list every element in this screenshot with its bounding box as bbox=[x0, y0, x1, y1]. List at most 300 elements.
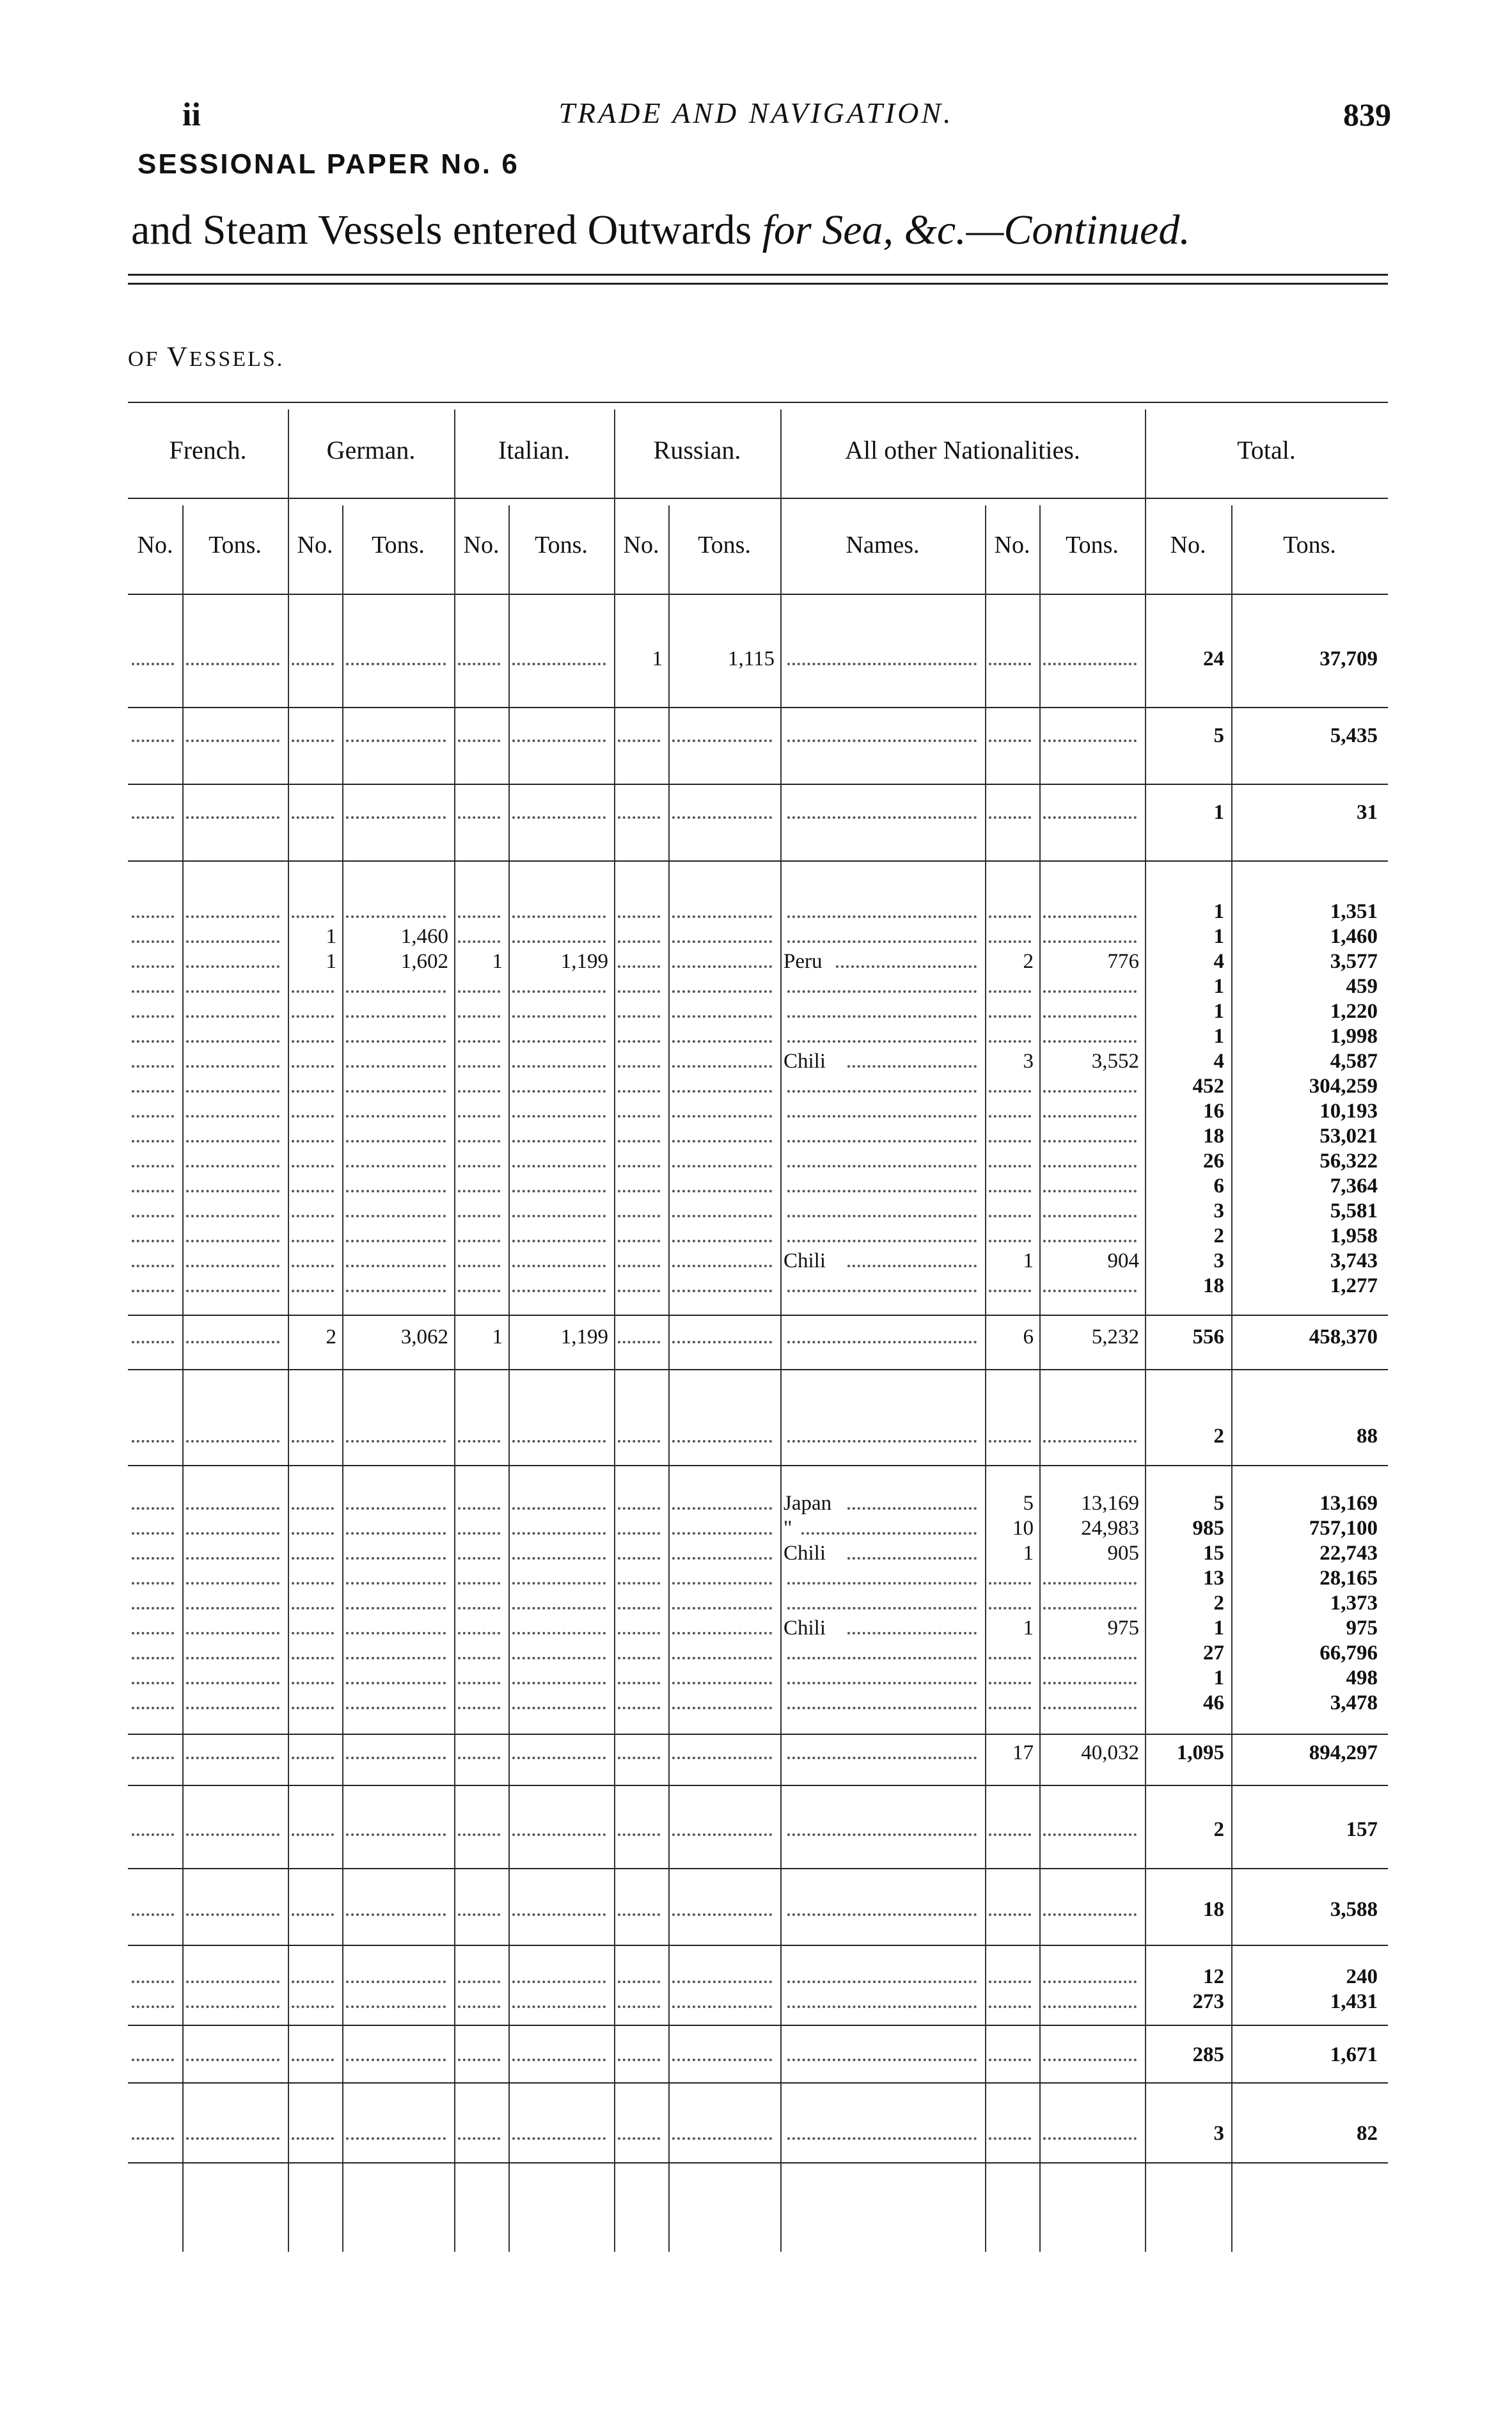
dot-leader bbox=[989, 1657, 1031, 1659]
dot-leader bbox=[132, 1833, 174, 1836]
cell-total-no: 1 bbox=[1213, 975, 1224, 998]
dot-leader bbox=[186, 1632, 280, 1634]
col-german-tons: Tons. bbox=[372, 532, 425, 558]
dot-leader bbox=[672, 1582, 772, 1585]
column-divider bbox=[182, 505, 184, 2252]
cell-total-tons: 88 bbox=[1357, 1425, 1378, 1448]
dot-leader bbox=[346, 1190, 446, 1192]
dot-leader bbox=[186, 1557, 280, 1560]
dot-leader bbox=[836, 965, 977, 968]
cell-total-tons: 3,743 bbox=[1330, 1249, 1378, 1272]
dot-leader bbox=[346, 915, 446, 918]
cell-total-tons: 13,169 bbox=[1319, 1492, 1378, 1515]
dot-leader bbox=[1043, 1015, 1137, 1018]
dot-leader bbox=[186, 1833, 280, 1836]
dot-leader bbox=[346, 1507, 446, 1510]
cell-total-no: 1,095 bbox=[1176, 1741, 1224, 1764]
cell-total-no: 18 bbox=[1203, 1274, 1224, 1297]
col-russian-tons: Tons. bbox=[698, 532, 751, 558]
dot-leader bbox=[989, 1190, 1031, 1192]
dot-leader bbox=[292, 1015, 334, 1018]
sessional-paper-label: SESSIONAL PAPER No. 6 bbox=[138, 148, 519, 180]
cell-total-tons: 498 bbox=[1346, 1666, 1378, 1689]
group-header-german: German. bbox=[326, 436, 416, 464]
cell-total-no: 13 bbox=[1203, 1567, 1224, 1590]
dot-leader bbox=[512, 940, 606, 943]
dot-leader bbox=[989, 1040, 1031, 1043]
dot-leader bbox=[132, 1140, 174, 1143]
cell-total-tons: 1,277 bbox=[1330, 1274, 1378, 1297]
dot-leader bbox=[458, 940, 500, 943]
dot-leader bbox=[186, 1215, 280, 1217]
dot-leader bbox=[618, 1582, 660, 1585]
dot-leader bbox=[346, 1607, 446, 1610]
dot-leader bbox=[989, 1981, 1031, 1983]
dot-leader bbox=[458, 1557, 500, 1560]
dot-leader bbox=[458, 1290, 500, 1292]
dot-leader bbox=[787, 1190, 977, 1192]
dot-leader bbox=[186, 1913, 280, 1916]
cell-total-tons: 1,220 bbox=[1330, 1000, 1378, 1023]
dot-leader bbox=[346, 1532, 446, 1535]
dot-leader bbox=[186, 1707, 280, 1709]
dot-leader bbox=[1043, 1981, 1137, 1983]
cell-other-tons: 904 bbox=[1107, 1249, 1139, 1272]
dot-leader bbox=[787, 1607, 977, 1610]
dot-leader bbox=[618, 965, 660, 968]
dot-leader bbox=[458, 2059, 500, 2061]
cell-total-tons: 22,743 bbox=[1319, 1542, 1378, 1565]
dot-leader bbox=[292, 1582, 334, 1585]
dot-leader bbox=[132, 1341, 174, 1343]
dot-leader bbox=[292, 1190, 334, 1192]
dot-leader bbox=[989, 990, 1031, 993]
dot-leader bbox=[618, 1757, 660, 1759]
cell-total-tons: 3,478 bbox=[1330, 1691, 1378, 1714]
cell-other-tons: 5,232 bbox=[1091, 1325, 1139, 1349]
dot-leader bbox=[346, 1140, 446, 1143]
dot-leader bbox=[186, 1040, 280, 1043]
cell-total-no: 24 bbox=[1203, 647, 1224, 670]
dot-leader bbox=[512, 1115, 606, 1118]
dot-leader bbox=[346, 1165, 446, 1167]
cell-total-no: 1 bbox=[1213, 900, 1224, 923]
dot-leader bbox=[1043, 1913, 1137, 1916]
dot-leader bbox=[512, 1507, 606, 1510]
dot-leader bbox=[458, 1115, 500, 1118]
dot-leader bbox=[292, 816, 334, 819]
dot-leader bbox=[292, 990, 334, 993]
cell-other-name: Chili bbox=[784, 1617, 826, 1640]
cell-total-no: 5 bbox=[1213, 1492, 1224, 1515]
column-divider bbox=[508, 505, 510, 2252]
cell-other-no: 2 bbox=[1023, 950, 1034, 973]
dot-leader bbox=[672, 1757, 772, 1759]
dot-leader bbox=[787, 1440, 977, 1443]
dot-leader bbox=[672, 1632, 772, 1634]
dot-leader bbox=[292, 2006, 334, 2008]
dot-leader bbox=[512, 1015, 606, 1018]
page-number: 839 bbox=[1343, 97, 1391, 132]
dot-leader bbox=[512, 1757, 606, 1759]
dot-leader bbox=[989, 1582, 1031, 1585]
dot-leader bbox=[672, 1532, 772, 1535]
dot-leader bbox=[672, 1040, 772, 1043]
dot-leader bbox=[512, 2059, 606, 2061]
dot-leader bbox=[458, 1582, 500, 1585]
cell-total-no: 18 bbox=[1203, 1898, 1224, 1921]
dot-leader bbox=[618, 2059, 660, 2061]
cell-total-no: 18 bbox=[1203, 1125, 1224, 1148]
cell-total-no: 6 bbox=[1213, 1175, 1224, 1198]
dot-leader bbox=[1043, 1290, 1137, 1292]
dot-leader bbox=[186, 1090, 280, 1093]
subtitle-plain: and Steam Vessels entered Outwards bbox=[131, 207, 762, 253]
dot-leader bbox=[512, 1913, 606, 1916]
dot-leader bbox=[132, 663, 174, 665]
dot-leader bbox=[458, 1165, 500, 1167]
cell-german-no: 1 bbox=[326, 950, 336, 973]
dot-leader bbox=[292, 1707, 334, 1709]
dot-leader bbox=[672, 1240, 772, 1242]
dot-leader bbox=[1043, 915, 1137, 918]
dot-leader bbox=[458, 1657, 500, 1659]
of-vessels-label bbox=[128, 340, 284, 373]
dot-leader bbox=[618, 1913, 660, 1916]
dot-leader bbox=[1043, 1833, 1137, 1836]
dot-leader bbox=[292, 2059, 334, 2061]
cell-total-tons: 1,460 bbox=[1330, 925, 1378, 948]
dot-leader bbox=[672, 1341, 772, 1343]
dot-leader bbox=[618, 1707, 660, 1709]
dot-leader bbox=[292, 1290, 334, 1292]
cell-total-no: 1 bbox=[1213, 1617, 1224, 1640]
dot-leader bbox=[1043, 1190, 1137, 1192]
dot-leader bbox=[186, 965, 280, 968]
cell-total-no: 1 bbox=[1213, 1000, 1224, 1023]
cell-total-no: 1 bbox=[1213, 1666, 1224, 1689]
dot-leader bbox=[1043, 1215, 1137, 1217]
dot-leader bbox=[458, 1707, 500, 1709]
cell-italian-tons: 1,199 bbox=[560, 950, 608, 973]
dot-leader bbox=[132, 1707, 174, 1709]
dot-leader bbox=[346, 1090, 446, 1093]
dot-leader bbox=[132, 1607, 174, 1610]
dot-leader bbox=[989, 1015, 1031, 1018]
dot-leader bbox=[989, 1913, 1031, 1916]
dot-leader bbox=[672, 1115, 772, 1118]
dot-leader bbox=[787, 1682, 977, 1684]
col-french-tons: Tons. bbox=[209, 532, 262, 558]
dot-leader bbox=[989, 1833, 1031, 1836]
table-top-rule bbox=[128, 402, 1388, 403]
dot-leader bbox=[186, 1582, 280, 1585]
dot-leader bbox=[989, 1707, 1031, 1709]
header-bottom-rule bbox=[128, 594, 1388, 595]
dot-leader bbox=[618, 1215, 660, 1217]
cell-other-tons: 776 bbox=[1107, 950, 1139, 973]
cell-other-no: 5 bbox=[1023, 1492, 1034, 1515]
cell-other-no: 17 bbox=[1012, 1741, 1034, 1764]
dot-leader bbox=[292, 2137, 334, 2140]
cell-total-tons: 240 bbox=[1346, 1965, 1378, 1988]
cell-total-no: 4 bbox=[1213, 950, 1224, 973]
dot-leader bbox=[672, 940, 772, 943]
dot-leader bbox=[512, 1065, 606, 1068]
dot-leader bbox=[787, 1657, 977, 1659]
dot-leader bbox=[292, 1833, 334, 1836]
dot-leader bbox=[1043, 2006, 1137, 2008]
dot-leader bbox=[186, 1657, 280, 1659]
dot-leader bbox=[989, 1090, 1031, 1093]
dot-leader bbox=[512, 816, 606, 819]
cell-total-no: 5 bbox=[1213, 724, 1224, 747]
dot-leader bbox=[132, 1913, 174, 1916]
cell-total-tons: 1,351 bbox=[1330, 900, 1378, 923]
dot-leader bbox=[847, 1632, 977, 1634]
dot-leader bbox=[186, 990, 280, 993]
column-divider bbox=[668, 505, 670, 2252]
dot-leader bbox=[1043, 990, 1137, 993]
dot-leader bbox=[458, 1265, 500, 1267]
dot-leader bbox=[186, 1240, 280, 1242]
section-rule bbox=[128, 784, 1388, 785]
dot-leader bbox=[672, 1290, 772, 1292]
dot-leader bbox=[346, 2137, 446, 2140]
dot-leader bbox=[186, 1140, 280, 1143]
dot-leader bbox=[672, 1065, 772, 1068]
dot-leader bbox=[672, 1140, 772, 1143]
cell-total-no: 27 bbox=[1203, 1642, 1224, 1665]
dot-leader bbox=[512, 1240, 606, 1242]
dot-leader bbox=[1043, 740, 1137, 742]
group-header-french: French. bbox=[169, 436, 247, 464]
group-divider-rule bbox=[128, 498, 1388, 499]
cell-total-no: 1 bbox=[1213, 801, 1224, 824]
dot-leader bbox=[292, 915, 334, 918]
dot-leader bbox=[787, 1015, 977, 1018]
dot-leader bbox=[346, 1065, 446, 1068]
dot-leader bbox=[132, 1190, 174, 1192]
cell-total-no: 3 bbox=[1213, 1249, 1224, 1272]
cell-other-tons: 905 bbox=[1107, 1542, 1139, 1565]
dot-leader bbox=[132, 990, 174, 993]
dot-leader bbox=[346, 2006, 446, 2008]
column-divider bbox=[342, 505, 343, 2252]
cell-other-name: Chili bbox=[784, 1050, 826, 1073]
dot-leader bbox=[787, 1140, 977, 1143]
dot-leader bbox=[1043, 1582, 1137, 1585]
dot-leader bbox=[672, 1657, 772, 1659]
cell-total-tons: 157 bbox=[1346, 1818, 1378, 1841]
dot-leader bbox=[672, 1682, 772, 1684]
dot-leader bbox=[989, 2137, 1031, 2140]
dot-leader bbox=[618, 1440, 660, 1443]
dot-leader bbox=[512, 1265, 606, 1267]
group-header-other: All other Nationalities. bbox=[845, 436, 1080, 464]
section-rule bbox=[128, 707, 1388, 708]
dot-leader bbox=[132, 1657, 174, 1659]
dot-leader bbox=[1043, 2137, 1137, 2140]
cell-total-no: 285 bbox=[1192, 2043, 1224, 2066]
dot-leader bbox=[292, 1215, 334, 1217]
dot-leader bbox=[458, 1440, 500, 1443]
cell-total-no: 16 bbox=[1203, 1100, 1224, 1123]
cell-total-no: 26 bbox=[1203, 1150, 1224, 1173]
dot-leader bbox=[787, 2137, 977, 2140]
dot-leader bbox=[132, 1265, 174, 1267]
dot-leader bbox=[672, 816, 772, 819]
dot-leader bbox=[618, 1290, 660, 1292]
dot-leader bbox=[458, 1015, 500, 1018]
dot-leader bbox=[787, 1165, 977, 1167]
col-german-no: No. bbox=[297, 532, 333, 558]
dot-leader bbox=[292, 663, 334, 665]
dot-leader bbox=[989, 2006, 1031, 2008]
dot-leader bbox=[346, 1557, 446, 1560]
cell-total-tons: 894,297 bbox=[1309, 1741, 1378, 1764]
dot-leader bbox=[847, 1507, 977, 1510]
dot-leader bbox=[186, 1165, 280, 1167]
dot-leader bbox=[787, 915, 977, 918]
dot-leader bbox=[672, 740, 772, 742]
col-italian-tons: Tons. bbox=[535, 532, 588, 558]
dot-leader bbox=[787, 1707, 977, 1709]
cell-other-no: 1 bbox=[1023, 1249, 1034, 1272]
col-french-no: No. bbox=[137, 532, 173, 558]
dot-leader bbox=[346, 1265, 446, 1267]
dot-leader bbox=[186, 816, 280, 819]
dot-leader bbox=[618, 1090, 660, 1093]
dot-leader bbox=[186, 940, 280, 943]
dot-leader bbox=[618, 1015, 660, 1018]
dot-leader bbox=[787, 1215, 977, 1217]
dot-leader bbox=[512, 1657, 606, 1659]
dot-leader bbox=[672, 1707, 772, 1709]
col-other-names: Names. bbox=[846, 532, 920, 558]
dot-leader bbox=[132, 940, 174, 943]
cell-total-tons: 4,587 bbox=[1330, 1050, 1378, 1073]
section-rule bbox=[128, 1945, 1388, 1946]
dot-leader bbox=[787, 816, 977, 819]
dot-leader bbox=[458, 1507, 500, 1510]
column-divider bbox=[780, 409, 782, 2252]
cell-german-tons: 1,602 bbox=[400, 950, 448, 973]
dot-leader bbox=[346, 1632, 446, 1634]
of-vessels-small: OF bbox=[128, 347, 167, 371]
dot-leader bbox=[346, 1981, 446, 1983]
dot-leader bbox=[292, 1532, 334, 1535]
dot-leader bbox=[618, 1240, 660, 1242]
cell-german-no: 2 bbox=[326, 1325, 336, 1349]
cell-other-name: Chili bbox=[784, 1542, 826, 1565]
dot-leader bbox=[787, 1913, 977, 1916]
dot-leader bbox=[989, 663, 1031, 665]
cell-total-no: 15 bbox=[1203, 1542, 1224, 1565]
dot-leader bbox=[132, 1981, 174, 1983]
dot-leader bbox=[1043, 1165, 1137, 1167]
dot-leader bbox=[292, 1040, 334, 1043]
group-header-russian: Russian. bbox=[653, 436, 741, 464]
dot-leader bbox=[458, 1040, 500, 1043]
dot-leader bbox=[1043, 1440, 1137, 1443]
cell-total-no: 3 bbox=[1213, 1199, 1224, 1222]
dot-leader bbox=[672, 1165, 772, 1167]
dot-leader bbox=[186, 663, 280, 665]
cell-total-no: 1 bbox=[1213, 1025, 1224, 1048]
dot-leader bbox=[132, 1757, 174, 1759]
group-header-italian: Italian. bbox=[498, 436, 571, 464]
dot-leader bbox=[512, 1981, 606, 1983]
dot-leader bbox=[989, 940, 1031, 943]
dot-leader bbox=[292, 1913, 334, 1916]
col-total-no: No. bbox=[1170, 532, 1206, 558]
dot-leader bbox=[1043, 1040, 1137, 1043]
cell-total-no: 2 bbox=[1213, 1425, 1224, 1448]
dot-leader bbox=[672, 1981, 772, 1983]
dot-leader bbox=[132, 2006, 174, 2008]
dot-leader bbox=[618, 940, 660, 943]
dot-leader bbox=[989, 816, 1031, 819]
dot-leader bbox=[672, 1913, 772, 1916]
dot-leader bbox=[787, 1757, 977, 1759]
dot-leader bbox=[512, 1290, 606, 1292]
dot-leader bbox=[346, 1440, 446, 1443]
dot-leader bbox=[132, 915, 174, 918]
dot-leader bbox=[672, 2059, 772, 2061]
dot-leader bbox=[618, 1682, 660, 1684]
dot-leader bbox=[132, 1015, 174, 1018]
dot-leader bbox=[512, 1607, 606, 1610]
cell-italian-tons: 1,199 bbox=[560, 1325, 608, 1349]
dot-leader bbox=[672, 915, 772, 918]
cell-other-name: " bbox=[784, 1517, 792, 1540]
dot-leader bbox=[292, 740, 334, 742]
dot-leader bbox=[512, 1632, 606, 1634]
dot-leader bbox=[989, 1240, 1031, 1242]
dot-leader bbox=[618, 1140, 660, 1143]
dot-leader bbox=[132, 1165, 174, 1167]
dot-leader bbox=[1043, 940, 1137, 943]
dot-leader bbox=[618, 1165, 660, 1167]
dot-leader bbox=[618, 1115, 660, 1118]
dot-leader bbox=[346, 1040, 446, 1043]
dot-leader bbox=[989, 1440, 1031, 1443]
dot-leader bbox=[458, 2006, 500, 2008]
dot-leader bbox=[186, 1065, 280, 1068]
dot-leader bbox=[618, 2006, 660, 2008]
dot-leader bbox=[346, 1757, 446, 1759]
dot-leader bbox=[346, 1682, 446, 1684]
dot-leader bbox=[186, 1682, 280, 1684]
cell-other-name: Chili bbox=[784, 1249, 826, 1272]
dot-leader bbox=[1043, 1682, 1137, 1684]
dot-leader bbox=[512, 990, 606, 993]
dot-leader bbox=[618, 1981, 660, 1983]
dot-leader bbox=[512, 1582, 606, 1585]
dot-leader bbox=[458, 1240, 500, 1242]
dot-leader bbox=[787, 940, 977, 943]
dot-leader bbox=[512, 2006, 606, 2008]
cell-total-no: 452 bbox=[1192, 1075, 1224, 1098]
dot-leader bbox=[458, 816, 500, 819]
dot-leader bbox=[787, 1115, 977, 1118]
dot-leader bbox=[186, 740, 280, 742]
cell-total-tons: 82 bbox=[1357, 2122, 1378, 2145]
cell-total-tons: 1,431 bbox=[1330, 1990, 1378, 2013]
dot-leader bbox=[672, 990, 772, 993]
col-russian-no: No. bbox=[623, 532, 659, 558]
